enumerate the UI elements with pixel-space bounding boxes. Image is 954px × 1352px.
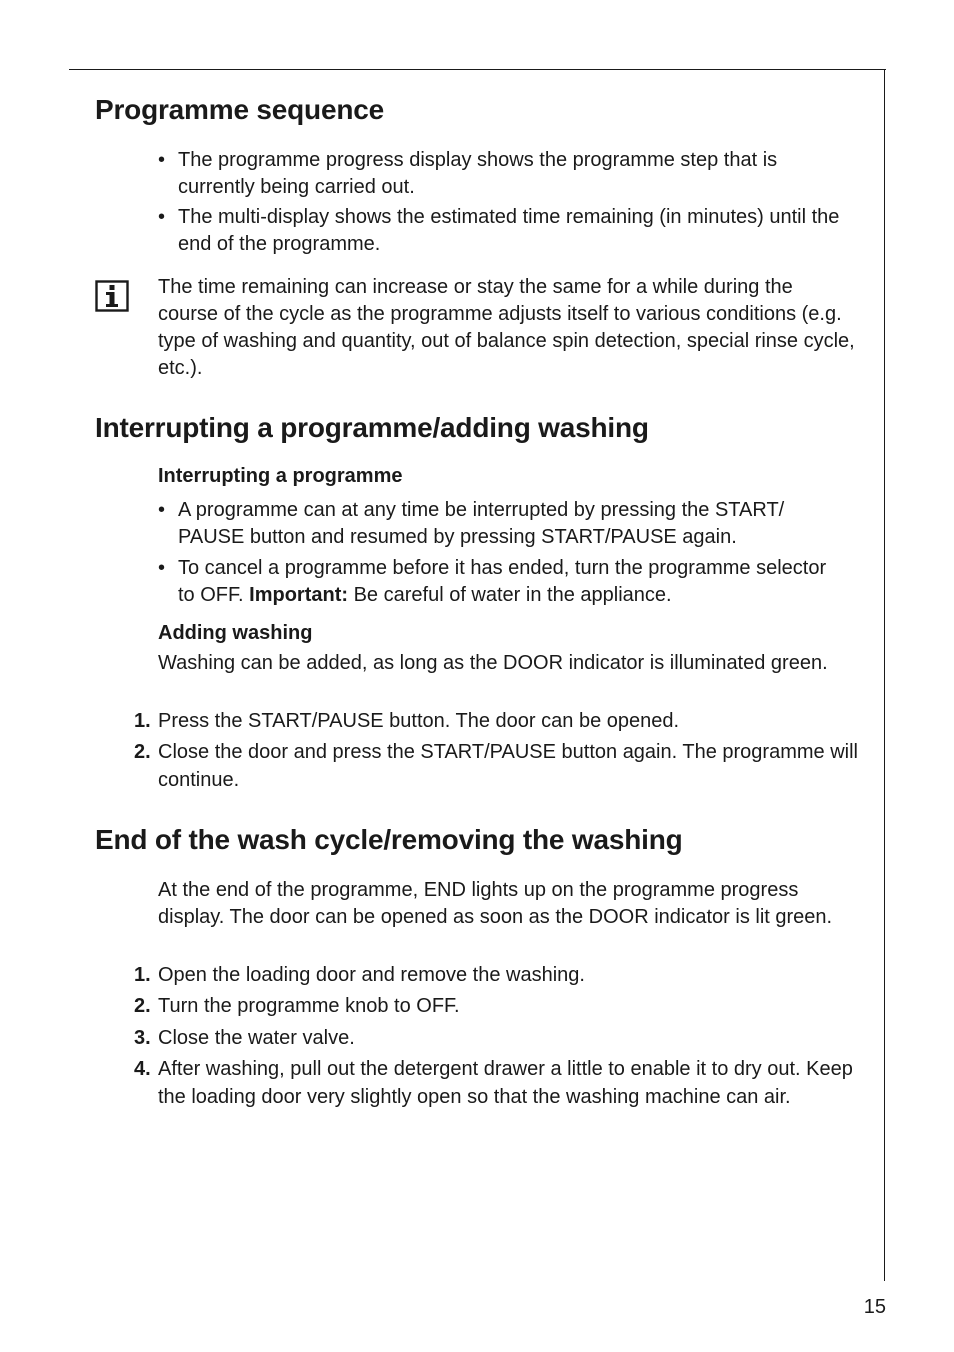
list-item: 3. Close the water valve. [134, 1027, 355, 1049]
list-item: 4. After washing, pull out the detergent drawer a little to enable it to dry out. Keep the loading door very slightly open so that the washing machine can air. [134, 1058, 853, 1108]
right-rule [884, 69, 885, 1281]
page-number: 15 [863, 1296, 886, 1318]
bullet-cancel: • To cancel a programme before it has ended, turn the programme selector to OFF. Important: Be careful of water in the appliance. [158, 557, 827, 606]
heading-interrupting: Interrupting a programme/adding washing [95, 412, 649, 443]
bullet-progress-display: • The programme progress display shows the programme step that is currently being carried out. [158, 149, 778, 198]
list-item: 2. Turn the programme knob to OFF. [134, 995, 460, 1017]
bullet-multi-display: • The multi-display shows the estimated time remaining (in minutes) until the end of the programme. [158, 206, 840, 255]
subheading-adding-washing: Adding washing [158, 622, 313, 644]
top-rule [69, 69, 886, 70]
subheading-interrupting-programme: Interrupting a programme [158, 465, 403, 487]
important-label: Important: [249, 584, 349, 606]
heading-end-of-cycle: End of the wash cycle/removing the washing [95, 824, 683, 855]
list-item: 2. Close the door and press the START/PAUSE button again. The programme will continue. [134, 741, 858, 791]
list-item: 1. Press the START/PAUSE button. The door can be opened. [134, 710, 680, 732]
note-time-remaining: The time remaining can increase or stay the same for a while during the course of the cycle as the programme adjusts itself to various conditions (e.g. type of washing and quantity, out of balance spin detection, special rinse cycle, etc.). [158, 276, 855, 379]
bullet-interrupt: • A programme can at any time be interrupted by pressing the START/ PAUSE button and resumed by pressing START/PAUSE again. [158, 499, 785, 548]
list-item: 1. Open the loading door and remove the washing. [134, 964, 585, 986]
heading-programme-sequence: Programme sequence [95, 94, 384, 125]
info-icon [95, 280, 129, 312]
adding-washing-intro: Washing can be added, as long as the DOOR indicator is illuminated green. [158, 652, 828, 674]
end-of-cycle-intro: At the end of the programme, END lights up on the programme progress display. The door can be opened as soon as the DOOR indicator is lit green. [158, 879, 833, 928]
